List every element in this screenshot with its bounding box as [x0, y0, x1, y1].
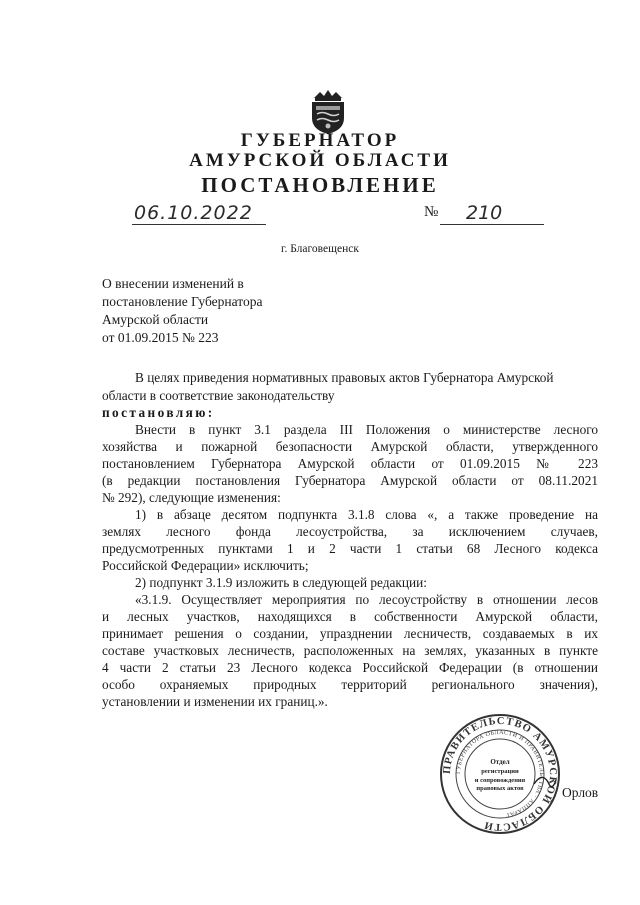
- stamp-center-line: регистрации: [481, 768, 519, 775]
- subject-line: постановление Губернатора: [102, 294, 263, 309]
- number-sign: №: [424, 204, 439, 220]
- body-line: составе участковых лесничеств, расположенных на землях, указанных в пункте: [102, 643, 598, 658]
- subject-line: от 01.09.2015 № 223: [102, 330, 219, 345]
- postanovlyayu-label: постановляю:: [102, 405, 215, 420]
- document-date: 06.10.2022: [134, 202, 253, 224]
- stamp-center-line: и сопровождения: [474, 777, 526, 784]
- date-underline: [132, 224, 266, 225]
- coat-of-arms-icon: [306, 84, 350, 136]
- subject-line: Амурской области: [102, 312, 209, 327]
- city: г. Благовещенск: [281, 243, 359, 255]
- body-line: хозяйства и пожарной безопасности Амурской области, утвержденного: [102, 439, 598, 454]
- body-line: Внести в пункт 3.1 раздела III Положения о министерстве лесного: [135, 422, 598, 437]
- body-line: землях лесного фонда лесоустройства, за исключением случаев,: [102, 524, 598, 539]
- stamp-center-line: правовых актов: [476, 785, 524, 792]
- body-line: области в соответствие законодательству: [102, 388, 335, 403]
- document-title: ПОСТАНОВЛЕНИЕ: [201, 173, 439, 197]
- body-line: 4 части 2 статьи 23 Лесного кодекса Российской Федерации (в отношении: [102, 660, 598, 675]
- issuer-line-2: АМУРСКОЙ ОБЛАСТИ: [189, 150, 451, 171]
- body-line: Российской Федерации» исключить;: [102, 558, 309, 573]
- stamp-outer-text: ПРАВИТЕЛЬСТВО АМУРСКОЙ ОБЛАСТИ: [441, 715, 559, 833]
- registration-stamp: [438, 712, 562, 836]
- body-line: В целях приведения нормативных правовых актов Губернатора Амурской: [135, 370, 554, 385]
- issuer-line-1: ГУБЕРНАТОР: [240, 130, 400, 151]
- body-line: постановлением Губернатора Амурской области от 01.09.2015 № 223: [102, 456, 598, 471]
- number-underline: [440, 224, 544, 225]
- subject-line: О внесении изменений в: [102, 276, 244, 291]
- body-line: 2) подпункт 3.1.9 изложить в следующей редакции:: [135, 575, 427, 590]
- stamp-inner-text: ГУБЕРНАТОРА ОБЛАСТИ И ПРАВИТЕЛЬСТВА · АППАРАТ: [455, 729, 545, 818]
- body-line: и лесных участков, находящихся в собственности Амурской области,: [102, 609, 598, 624]
- body-line: (в редакции постановления Губернатора Амурской области от 08.11.2021: [102, 473, 598, 488]
- body-line: особо охраняемых природных территорий регионального значения),: [102, 677, 598, 692]
- body-line: 1) в абзаце десятом подпункта 3.1.8 слова «, а также проведение на: [135, 507, 598, 522]
- body-line: установлении и изменении их границ.».: [102, 694, 328, 709]
- body-line: предусмотренных пунктами 1 и 2 части 1 статьи 68 Лесного кодекса: [102, 541, 598, 556]
- body-line: принимает решения о создании, упразднении лесничеств, создаваемых в их: [102, 626, 598, 641]
- body-line: «3.1.9. Осуществляет мероприятия по лесоустройству в отношении лесов: [135, 592, 598, 607]
- body-line: № 292), следующие изменения:: [102, 490, 281, 505]
- document-number: 210: [466, 202, 503, 224]
- stamp-center-line: Отдел: [490, 758, 510, 766]
- signatory-name: Орлов: [562, 785, 599, 800]
